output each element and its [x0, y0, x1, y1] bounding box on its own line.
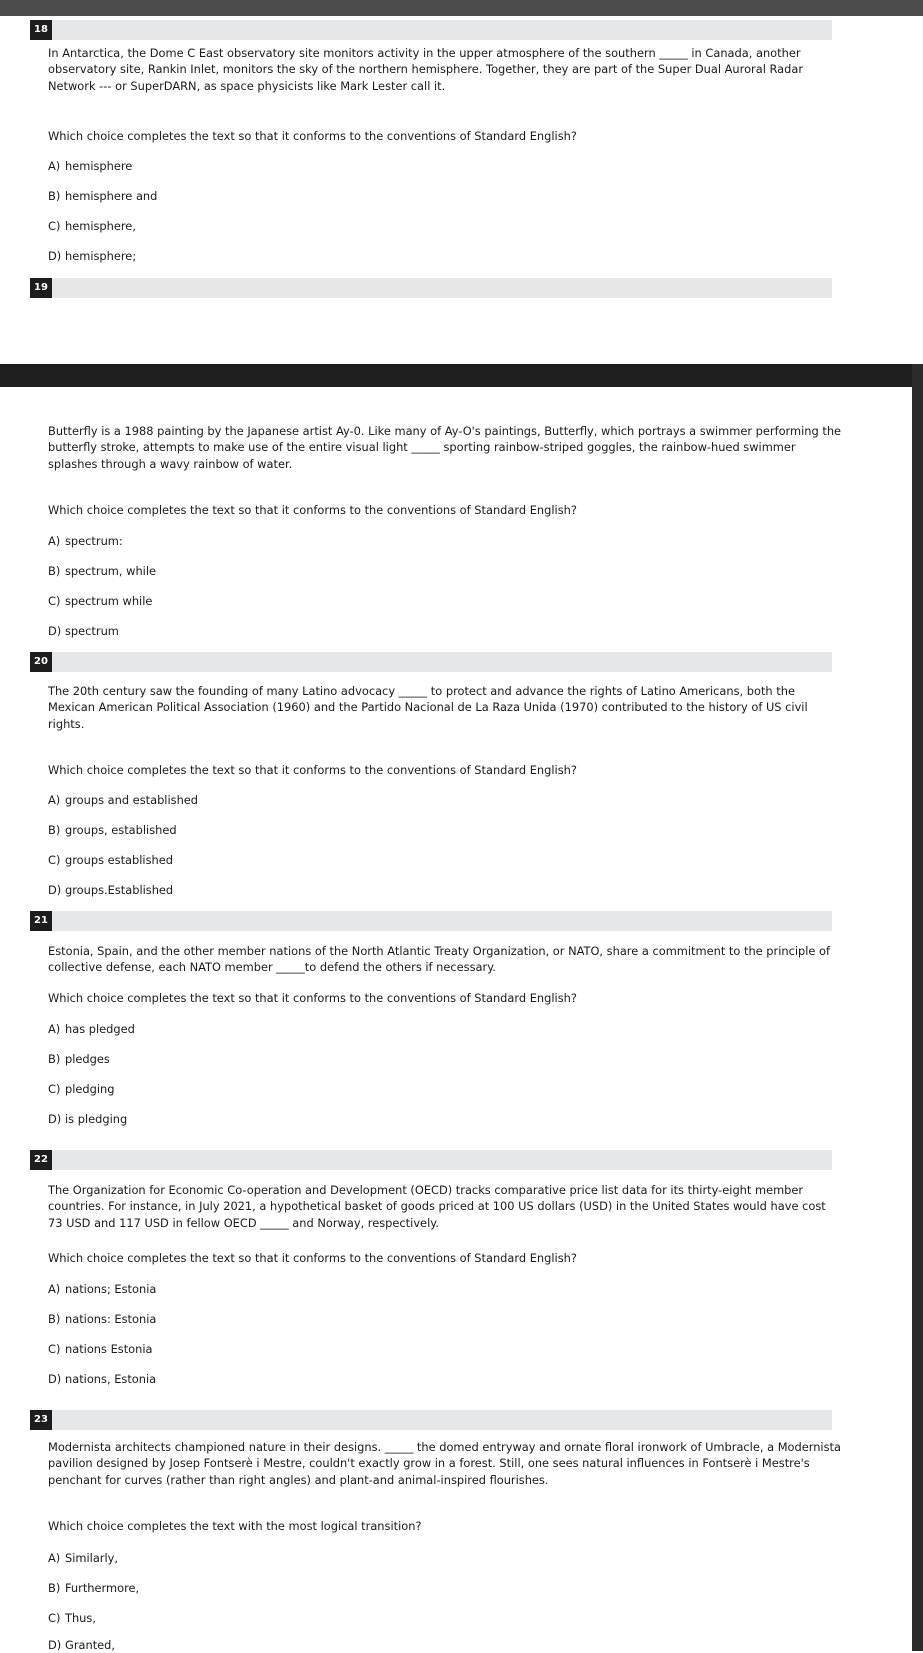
answer-option-b[interactable]: B) hemisphere and — [48, 189, 158, 203]
question-header — [30, 1150, 832, 1170]
question-header — [30, 278, 832, 298]
question-prompt: Which choice completes the text so that it conforms to the conventions of Standard English? — [48, 763, 577, 777]
question-passage: Butterfly is a 1988 painting by the Japanese artist Ay-0. Like many of Ay-O's paintings, Butterfly, which portrays a swimmer performing the butterfly stroke, attempts to make use of the entire visual light _____ sporting rainbow-striped goggles, the rainbow-hued swimmer splashes through a wavy rainbow of water. — [48, 424, 842, 471]
answer-option-b[interactable]: B) Furthermore, — [48, 1581, 140, 1595]
screenshot-separator — [0, 364, 923, 387]
answer-option-c[interactable]: C) nations Estonia — [48, 1342, 153, 1356]
answer-option-b[interactable]: B) pledges — [48, 1052, 110, 1066]
question-prompt: Which choice completes the text so that it conforms to the conventions of Standard English? — [48, 129, 577, 143]
answer-option-d[interactable]: D) groups.Established — [48, 883, 174, 897]
question-header — [30, 652, 832, 672]
answer-option-b[interactable]: B) spectrum, while — [48, 564, 157, 578]
answer-option-a[interactable]: A) has pledged — [48, 1022, 135, 1036]
question-prompt: Which choice completes the text so that it conforms to the conventions of Standard English? — [48, 991, 577, 1005]
answer-option-c[interactable]: C) spectrum while — [48, 594, 153, 608]
answer-option-d[interactable]: D) is pledging — [48, 1112, 128, 1126]
answer-option-a[interactable]: A) nations; Estonia — [48, 1282, 157, 1296]
question-number-badge: 23 — [30, 1410, 52, 1430]
question-prompt: Which choice completes the text so that it conforms to the conventions of Standard English? — [48, 503, 577, 517]
question-prompt: Which choice completes the text so that it conforms to the conventions of Standard English? — [48, 1251, 577, 1265]
answer-option-d[interactable]: D) spectrum — [48, 624, 119, 638]
question-header — [30, 1410, 832, 1430]
question-number-badge: 19 — [30, 278, 52, 298]
question-passage: Estonia, Spain, and the other member nations of the North Atlantic Treaty Organization, or NATO, share a commitment to the principle of collective defense, each NATO member _____to defend the others if necessary. — [48, 944, 831, 975]
answer-option-b[interactable]: B) groups, established — [48, 823, 177, 837]
answer-option-c[interactable]: C) Thus, — [48, 1611, 96, 1625]
answer-option-c[interactable]: C) pledging — [48, 1082, 115, 1096]
answer-option-d[interactable]: D) Granted, — [48, 1638, 116, 1652]
right-edge-bar — [912, 364, 923, 1651]
question-passage: The Organization for Economic Co-operation and Development (OECD) tracks comparative price list data for its thirty-eight member countries. For instance, in July 2021, a hypothetical basket of goods priced at 100 US dollars (USD) in the United States would have cost 73 USD and 117 USD in fellow OECD _____ and Norway, respectively. — [48, 1183, 826, 1230]
answer-option-d[interactable]: D) nations, Estonia — [48, 1372, 157, 1386]
question-passage: The 20th century saw the founding of many Latino advocacy _____ to protect and advance the rights of Latino Americans, both the Mexican American Political Association (1960) and the Partido Nacional de La Raza Unida (1970) contributed to the history of US civil rights. — [48, 684, 808, 731]
answer-option-d[interactable]: D) hemisphere; — [48, 249, 137, 263]
question-passage: In Antarctica, the Dome C East observatory site monitors activity in the upper atmosphere of the southern _____ in Canada, another observatory site, Rankin Inlet, monitors the sky of the northern hemisphere. Together, they are part of the Super Dual Auroral Radar Network --- or SuperDARN, as space physicists like Mark Lester call it. — [48, 46, 804, 93]
question-header — [30, 20, 832, 40]
question-number-badge: 18 — [30, 20, 52, 40]
question-header — [30, 911, 832, 931]
answer-option-a[interactable]: A) spectrum: — [48, 534, 123, 548]
answer-option-a[interactable]: A) groups and established — [48, 793, 199, 807]
question-prompt: Which choice completes the text with the most logical transition? — [48, 1519, 422, 1533]
answer-option-b[interactable]: B) nations: Estonia — [48, 1312, 157, 1326]
answer-option-a[interactable]: A) hemisphere — [48, 159, 133, 173]
answer-option-a[interactable]: A) Similarly, — [48, 1551, 119, 1565]
question-number-badge: 21 — [30, 911, 52, 931]
answer-option-c[interactable]: C) groups established — [48, 853, 173, 867]
answer-option-c[interactable]: C) hemisphere, — [48, 219, 136, 233]
question-number-badge: 22 — [30, 1150, 52, 1170]
question-number-badge: 20 — [30, 652, 52, 672]
top-bar — [0, 0, 923, 16]
question-passage: Modernista architects championed nature in their designs. _____ the domed entryway and ornate floral ironwork of Umbracle, a Modernista pavilion designed by Josep Fontserè i Mestre, couldn't exactly grow in a forest. Still, one sees natural influences in Fontserè i Mestre's penchant for curves (rather than right angles) and plant-and animal-inspired flourishes. — [48, 1440, 841, 1487]
